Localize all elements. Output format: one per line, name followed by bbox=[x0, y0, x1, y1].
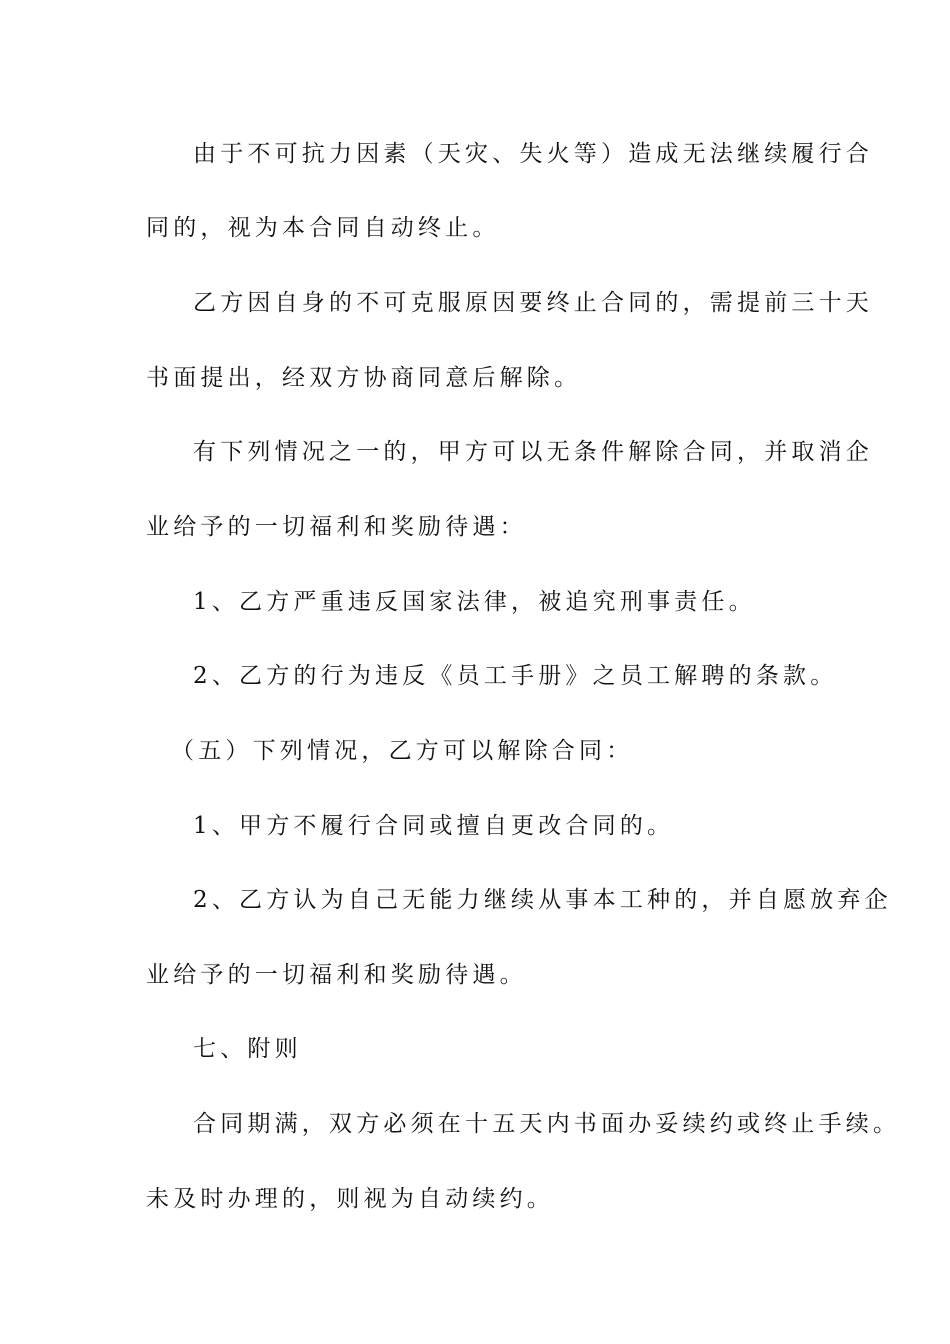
list-item: 2、乙方认为自己无能力继续从事本工种的，并自愿放弃企 bbox=[193, 887, 892, 913]
paragraph-line: 未及时办理的，则视为自动续约。 bbox=[146, 1186, 554, 1212]
paragraph-line: 由于不可抗力因素（天灾、失火等）造成无法继续履行合 bbox=[193, 141, 873, 167]
paragraph-line: 合同期满，双方必须在十五天内书面办妥续约或终止手续。 bbox=[193, 1111, 901, 1137]
paragraph-line: 有下列情况之一的，甲方可以无条件解除合同，并取消企 bbox=[193, 439, 873, 465]
paragraph-line: 业给予的一切福利和奖励待遇： bbox=[146, 514, 527, 540]
paragraph-line: 乙方因自身的不可克服原因要终止合同的，需提前三十天 bbox=[193, 290, 873, 316]
list-item: 1、甲方不履行合同或擅自更改合同的。 bbox=[193, 813, 675, 839]
paragraph-line: 同的，视为本合同自动终止。 bbox=[146, 215, 500, 241]
section-heading: 七、附则 bbox=[193, 1036, 302, 1062]
paragraph-line: 业给予的一切福利和奖励待遇。 bbox=[146, 962, 527, 988]
list-item: 2、乙方的行为违反《员工手册》之员工解聘的条款。 bbox=[193, 663, 838, 689]
paragraph-line: 书面提出，经双方协商同意后解除。 bbox=[146, 365, 582, 391]
section-heading: （五）下列情况，乙方可以解除合同： bbox=[171, 738, 634, 764]
list-item: 1、乙方严重违反国家法律，被追究刑事责任。 bbox=[193, 589, 756, 615]
